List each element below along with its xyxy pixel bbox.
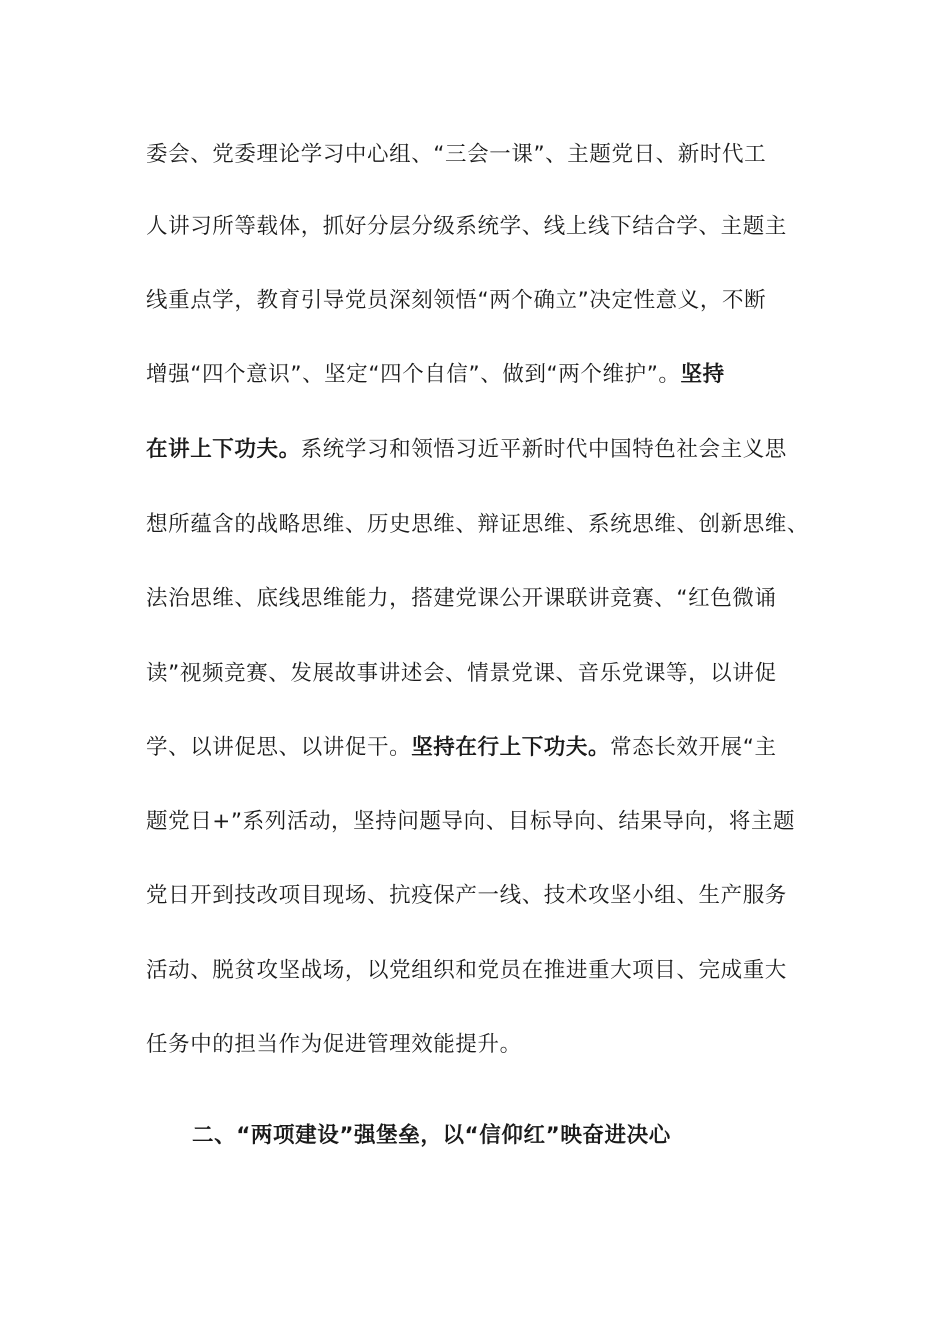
bold-phrase: 在讲上下功夫。 [146, 437, 301, 462]
paragraph-line [146, 355, 826, 395]
paragraph-line: 活动、脱贫攻坚战场，以党组织和党员在推进重大项目、完成重大 [146, 958, 787, 983]
paragraph-line: 委会、党委理论学习中心组、“三会一课”、主题党日、新时代工 [146, 142, 767, 167]
paragraph-line: 党日开到技改项目现场、抗疫保产一线、技术攻坚小组、生产服务 [146, 883, 787, 908]
paragraph-line [146, 430, 826, 470]
paragraph-line: 法治思维、底线思维能力，搭建党课公开课联讲竞赛、“红色微诵 [146, 586, 777, 611]
line-text: 学、以讲促思、以讲促干。 [146, 735, 412, 760]
section-heading: 二、“两项建设”强堡垒，以“信仰红”映奋进决心 [192, 1123, 671, 1148]
line-text: 增强“四个意识”、坚定“四个自信”、做到“两个维护”。 [146, 362, 681, 387]
bold-phrase: 坚持在行上下功夫。 [411, 735, 611, 760]
line-text: 系统学习和领悟习近平新时代中国特色社会主义思 [300, 437, 787, 462]
line-text: 常态长效开展“主 [610, 735, 777, 760]
paragraph-line: 题党日+”系列活动，坚持问题导向、目标导向、结果导向，将主题 [146, 809, 796, 834]
paragraph-line: 人讲习所等载体，抓好分层分级系统学、线上线下结合学、主题主 [146, 214, 787, 239]
paragraph-line [146, 728, 826, 768]
paragraph-line: 线重点学，教育引导党员深刻领悟“两个确立”决定性意义，不断 [146, 288, 767, 313]
bold-phrase: 坚持 [680, 362, 725, 387]
paragraph-line: 任务中的担当作为促进管理效能提升。 [146, 1032, 522, 1057]
paragraph-line: 读”视频竞赛、发展故事讲述会、情景党课、音乐党课等，以讲促 [146, 661, 777, 686]
paragraph-line: 想所蕴含的战略思维、历史思维、辩证思维、系统思维、创新思维、 [146, 512, 810, 537]
